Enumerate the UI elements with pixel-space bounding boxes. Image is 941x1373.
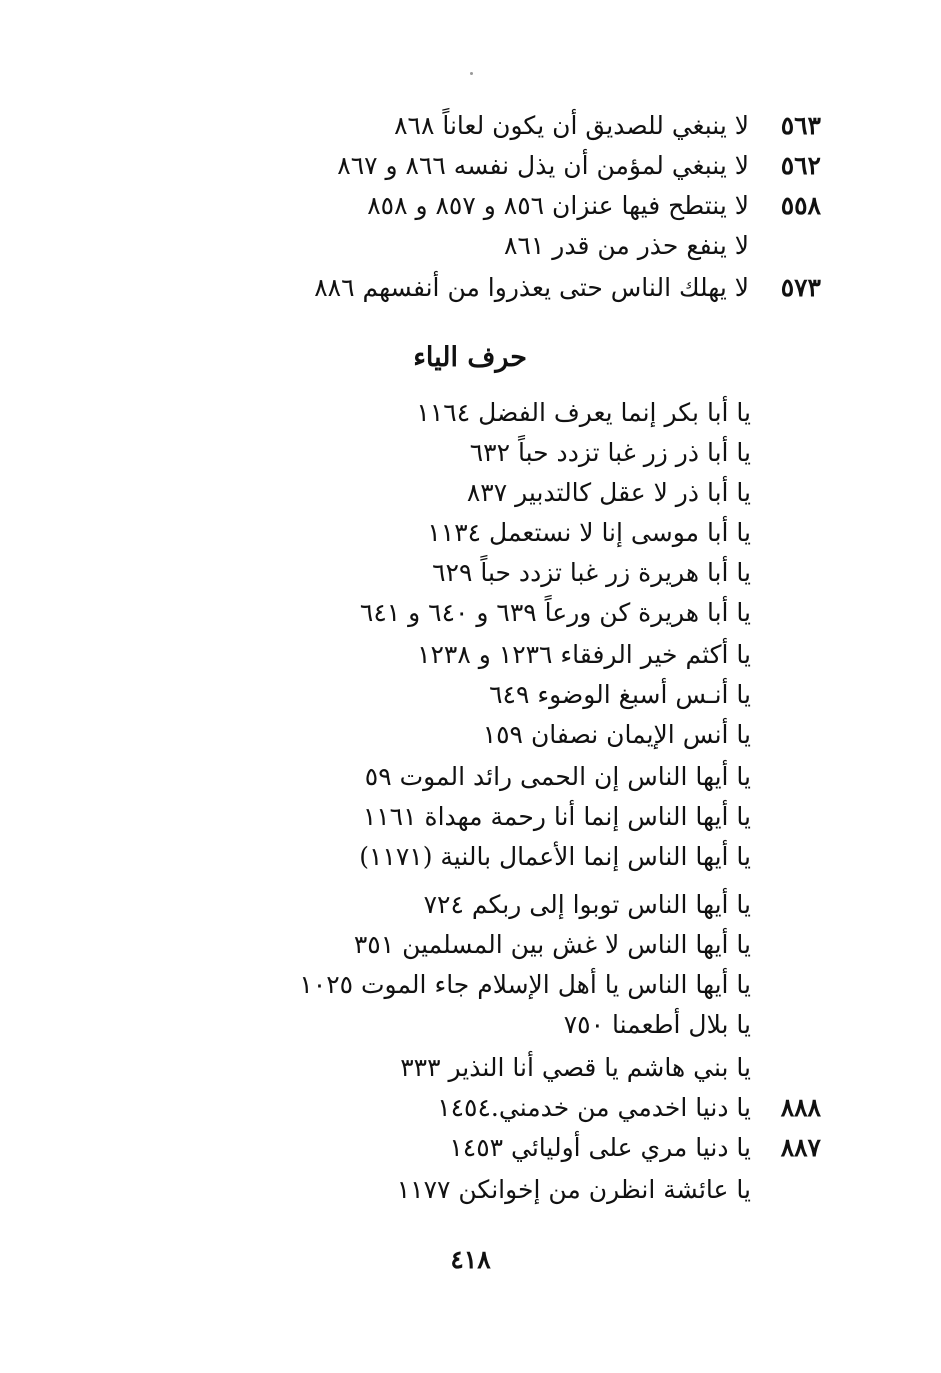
la-entry-text: لا ينفع حذر من قدر ٨٦١ <box>504 231 749 260</box>
ya-entry-text: يا أبا هريرة كن ورعاً ٦٣٩ و ٦٤٠ و ٦٤١ <box>359 598 751 627</box>
ya-entry-text: يا أيها الناس يا أهل الإسلام جاء الموت ١٠٢٥ <box>299 970 751 999</box>
la-entry-text: لا ينبغي للصديق أن يكون لعاناً ٨٦٨ <box>394 111 749 140</box>
ya-entry-text: يا أبا هريرة زر غبا تزدد حباً ٦٢٩ <box>432 558 751 587</box>
ya-entry-text: يا أبا بكر إنما يعرف الفضل ١١٦٤ <box>416 398 751 427</box>
la-entry-text: لا ينبغي لمؤمن أن يذل نفسه ٨٦٦ و ٨٦٧ <box>337 151 749 180</box>
ya-entry-text: يا أيها الناس إن الحمى رائد الموت ٥٩ <box>364 762 751 791</box>
ya-entry-text: يا أنس الإيمان نصفان ١٥٩ <box>482 720 751 749</box>
ya-entry-text: يا دنيا اخدمي من خدمني.١٤٥٤ <box>437 1093 751 1122</box>
page-number: ٤١٨ <box>450 1245 491 1274</box>
ya-entry-text: يا دنيا مري على أوليائي ١٤٥٣ <box>449 1133 751 1162</box>
section-heading: حرف الياء <box>413 342 527 373</box>
ya-entry-text: يا أنـس أسبغ الوضوء ٦٤٩ <box>489 680 751 709</box>
scan-speck <box>470 72 473 75</box>
ya-entry-text: يا أيها الناس إنما الأعمال بالنية (١١٧١) <box>359 842 751 871</box>
ya-entry-text: يا أبا ذر زر غبا تزدد حباً ٦٣٢ <box>469 438 751 467</box>
ya-entry-text: يا أيها الناس لا غش بين المسلمين ٣٥١ <box>353 930 751 959</box>
ya-ref-number: ٨٨٨ <box>780 1093 821 1122</box>
la-ref-number: ٥٦٣ <box>780 111 821 140</box>
ya-entry-text: يا عائشة انظرن من إخوانكن ١١٧٧ <box>396 1175 751 1204</box>
ya-entry-text: يا أبا ذر لا عقل كالتدبير ٨٣٧ <box>466 478 751 507</box>
ya-entry-text: يا أيها الناس توبوا إلى ربكم ٧٢٤ <box>423 890 751 919</box>
ya-entry-text: يا أكثم خير الرفقاء ١٢٣٦ و ١٢٣٨ <box>417 640 751 669</box>
la-ref-number: ٥٧٣ <box>780 273 821 302</box>
ya-entry-text: يا أيها الناس إنما أنا رحمة مهداة ١١٦١ <box>362 802 751 831</box>
la-entry-text: لا يهلك الناس حتى يعذروا من أنفسهم ٨٨٦ <box>314 273 749 302</box>
la-ref-number: ٥٦٢ <box>780 151 821 180</box>
ya-entry-text: يا بلال أطعمنا ٧٥٠ <box>563 1010 751 1039</box>
ya-entry-text: يا بني هاشم يا قصي أنا النذير ٣٣٣ <box>400 1053 751 1082</box>
ya-ref-number: ٨٨٧ <box>780 1133 821 1162</box>
la-entry-text: لا ينتطح فيها عنزان ٨٥٦ و ٨٥٧ و ٨٥٨ <box>367 191 749 220</box>
ya-entry-text: يا أبا موسى إنا لا نستعمل ١١٣٤ <box>427 518 751 547</box>
la-ref-number: ٥٥٨ <box>780 191 821 220</box>
